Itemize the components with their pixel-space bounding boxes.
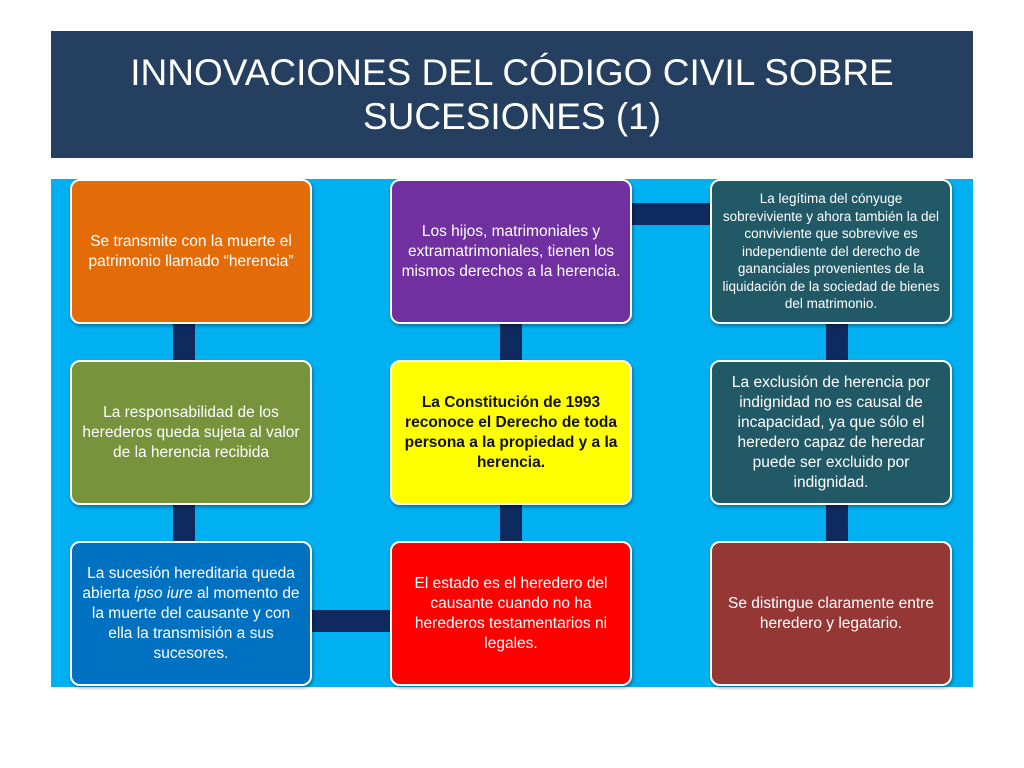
box-estado-heredero: El estado es el heredero del causante cuando no ha herederos testamentarios ni legales.	[390, 541, 632, 686]
connector-c1r3-c2r3	[311, 610, 393, 632]
sucesion-text-a: La sucesión hereditaria queda abierta	[82, 564, 295, 602]
connector-c3-r1-r2	[826, 322, 848, 362]
connector-c2-r2-r3	[500, 504, 522, 544]
diagram-canvas	[51, 179, 973, 687]
box-sucesion-abierta-text	[80, 564, 302, 664]
box-sucesion-abierta	[70, 541, 312, 686]
sucesion-text-b: al momento de la muerte del causante y con ella la transmisión a sus sucesores.	[91, 584, 300, 662]
connector-c1-r1-r2	[173, 322, 195, 362]
box-heredero-legatario: Se distingue claramente entre heredero y legatario.	[710, 541, 952, 686]
box-constitucion-1993: La Constitución de 1993 reconoce el Derecho de toda persona a la propiedad y a la herencia.	[390, 360, 632, 505]
connector-c3-r2-r3	[826, 504, 848, 544]
title-bar	[51, 31, 973, 158]
box-transmision-herencia: Se transmite con la muerte el patrimonio llamado “herencia”	[70, 179, 312, 324]
page-title: INNOVACIONES DEL CÓDIGO CIVIL SOBRE SUCESIONES (1)	[130, 51, 894, 137]
box-exclusion-indignidad: La exclusión de herencia por indignidad no es causal de incapacidad, ya que sólo el heredero capaz de heredar puede ser excluido por indignidad.	[710, 360, 952, 505]
connector-c1-r2-r3	[173, 504, 195, 544]
connector-c2r1-c3r1	[631, 203, 713, 225]
connector-c2-r1-r2	[500, 322, 522, 362]
box-legitima-conyuge: La legítima del cónyuge sobreviviente y ahora también la del conviviente que sobrevive es independiente del derecho de gananciales provenientes de la liquidación de la sociedad de bienes del matrimonio.	[710, 179, 952, 324]
box-responsabilidad-herederos: La responsabilidad de los herederos queda sujeta al valor de la herencia recibida	[70, 360, 312, 505]
box-hijos-derechos: Los hijos, matrimoniales y extramatrimoniales, tienen los mismos derechos a la herencia.	[390, 179, 632, 324]
sucesion-text-ipso-iure: ipso iure	[134, 584, 193, 602]
